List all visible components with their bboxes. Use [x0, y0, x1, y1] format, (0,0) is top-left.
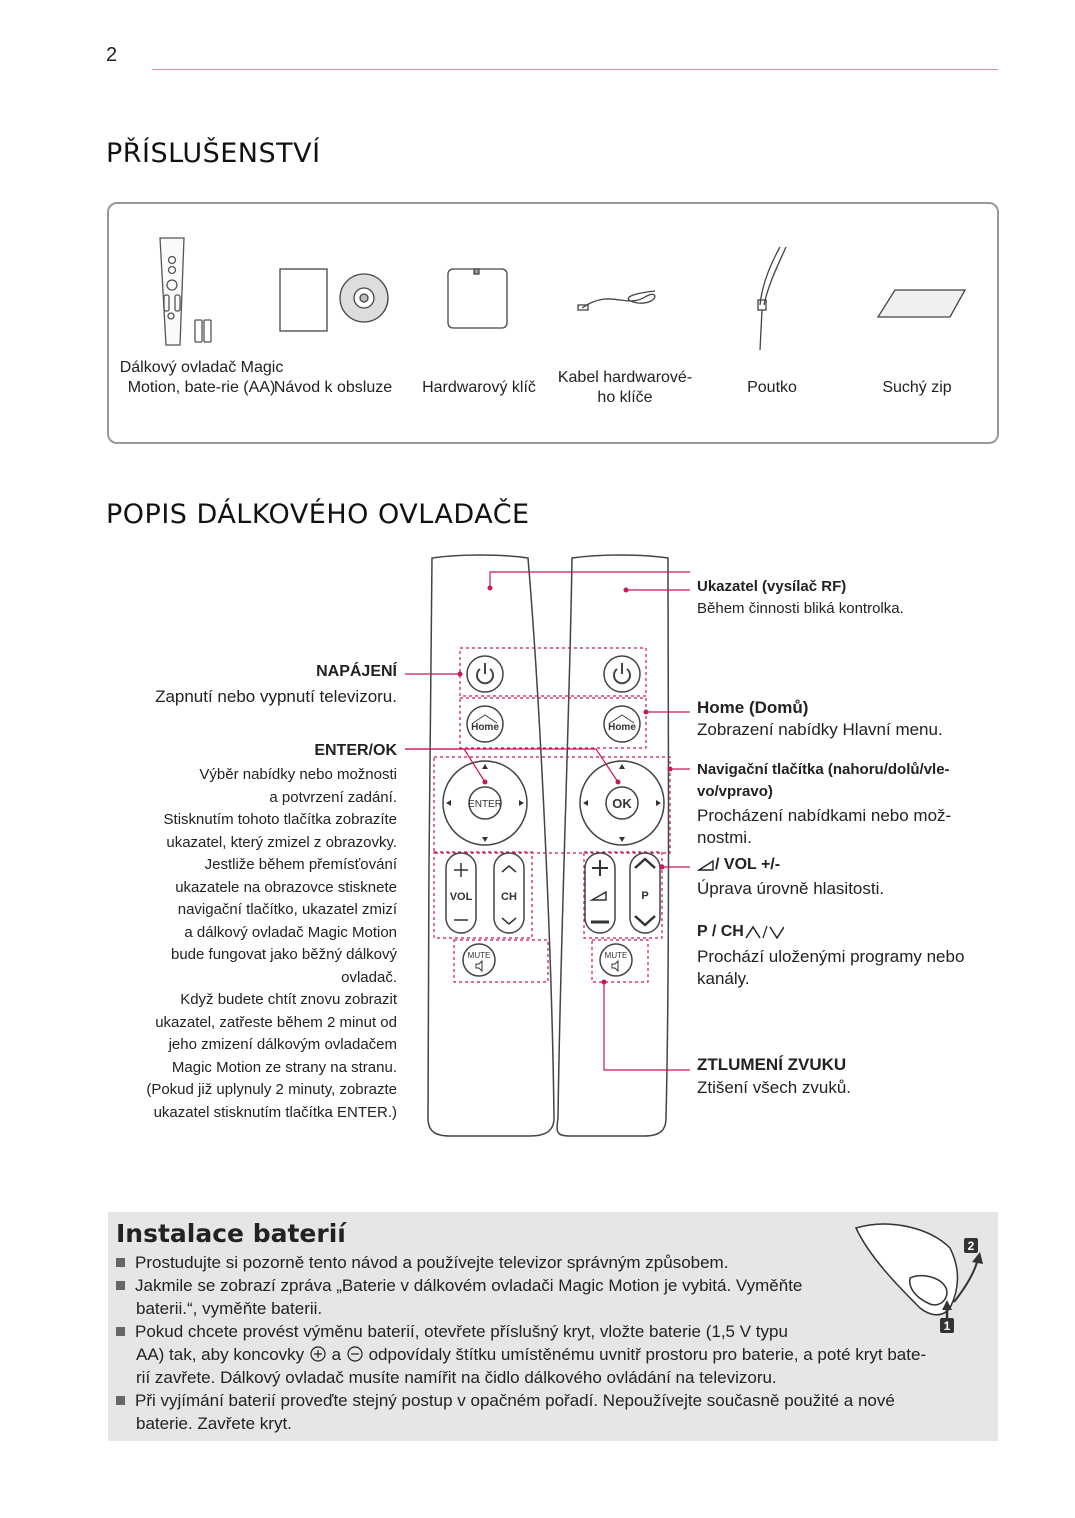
- accessories-title: PŘÍSLUŠENSTVÍ: [106, 138, 321, 169]
- pointer-callout-title: Ukazatel (vysílač RF): [697, 578, 847, 595]
- left-enter-label: ENTER: [468, 799, 502, 810]
- ch-callout-desc-1: Prochází uloženými programy nebo: [697, 947, 965, 966]
- cable-icon: [578, 291, 655, 310]
- nav-callout-desc-2: nostmi.: [697, 828, 752, 847]
- manual-cd-icon: [280, 269, 388, 331]
- install-bullet-2-cont: baterii.“, vyměňte baterii.: [136, 1299, 323, 1318]
- ch-callout-desc-2: kanály.: [697, 969, 750, 988]
- acc-label-manual: Návod k obsluze: [273, 379, 393, 396]
- enter-desc-line: ukazatel stisknutím tlačítka ENTER.): [153, 1103, 397, 1121]
- vol-callout-title-row: [697, 856, 780, 874]
- mute-callout-desc: Ztišení všech zvuků.: [697, 1078, 852, 1097]
- enter-desc-line: a potvrzení zadání.: [269, 788, 397, 806]
- right-ok-label: OK: [612, 796, 632, 811]
- power-callout-title: NAPÁJENÍ: [316, 663, 397, 680]
- remote-battery-icon: [160, 238, 211, 345]
- mute-callout-title: ZTLUMENÍ ZVUKU: [697, 1055, 847, 1074]
- enter-desc-line: jeho zmizení dálkovým ovladačem: [168, 1036, 397, 1053]
- up-down-chevron-icon: [744, 924, 784, 940]
- dongle-icon: [448, 269, 507, 328]
- step-2-label: 2: [967, 1239, 975, 1253]
- home-callout-title: Home (Domů): [697, 698, 809, 717]
- enter-desc-line: navigační tlačítko, ukazatel zmizí: [177, 901, 397, 918]
- plus-terminal-icon: [309, 1346, 327, 1362]
- power-callout-desc: Zapnutí nebo vypnutí televizoru.: [155, 687, 397, 706]
- ch-callout-title-row: [697, 923, 784, 941]
- left-remote-body: [428, 555, 554, 1136]
- strap-icon: [758, 247, 786, 350]
- enter-desc-line: Když budete chtít znovu zobrazit: [180, 991, 397, 1008]
- enter-desc-line: ukazatel, zatřeste během 2 minut od: [155, 1013, 397, 1031]
- volume-triangle-icon: [697, 858, 715, 872]
- enter-desc-line: Výběr nabídky nebo možnosti: [199, 766, 397, 783]
- battery-cover-illustration: [850, 1218, 990, 1338]
- enter-callout-title: ENTER/OK: [314, 742, 397, 759]
- install-bullet-2: Jakmile se zobrazí zpráva „Baterie v dálkovém ovladači Magic Motion je vybitá. Vyměňte: [116, 1275, 802, 1298]
- remote-diagram: [400, 550, 690, 1140]
- enter-desc-line: ukazatele na obrazovce stisknete: [175, 878, 397, 896]
- nav-callout-desc-1: Procházení nabídkami nebo mož-: [697, 806, 952, 825]
- install-bullet-3: Pokud chcete provést výměnu baterií, otevřete příslušný kryt, vložte baterie (1,5 V typu: [116, 1321, 788, 1344]
- minus-terminal-icon: [346, 1346, 364, 1362]
- install-bullet-1: Prostudujte si pozorně tento návod a používejte televizor správným způsobem.: [116, 1252, 728, 1275]
- vol-callout-desc: Úprava úrovně hlasitosti.: [697, 879, 885, 898]
- home-callout-desc: Zobrazení nabídky Hlavní menu.: [697, 720, 943, 739]
- accessories-illustrations: [110, 225, 990, 360]
- enter-desc-line: Stisknutím tohoto tlačítka zobrazíte: [163, 811, 397, 828]
- enter-desc-line: Jestliže během přemísťování: [204, 856, 397, 873]
- left-home-label: Home: [471, 722, 499, 733]
- left-ch-label: CH: [501, 891, 517, 903]
- vol-callout-title: / VOL +/-: [715, 856, 781, 873]
- acc-label-velcro: Suchý zip: [882, 379, 952, 396]
- left-mute-label: MUTE: [467, 951, 491, 960]
- remote-title: POPIS DÁLKOVÉHO OVLADAČE: [106, 499, 530, 530]
- header-rule: [152, 69, 998, 70]
- acc-label-strap: Poutko: [747, 379, 797, 396]
- page-number: 2: [106, 44, 118, 66]
- enter-desc-line: Magic Motion ze strany na stranu.: [171, 1058, 397, 1076]
- install-bullet-4-cont: baterie. Zavřete kryt.: [136, 1414, 292, 1433]
- right-mute-label: MUTE: [604, 951, 628, 960]
- right-home-label: Home: [608, 722, 636, 733]
- nav-callout-title-1: Navigační tlačítka (nahoru/dolů/vle-: [697, 761, 950, 778]
- pointer-callout-desc: Během činnosti bliká kontrolka.: [697, 600, 904, 617]
- enter-desc-line: bude fungovat jako běžný dálkový: [171, 946, 397, 963]
- ch-callout-title: P / CH: [697, 923, 744, 940]
- acc-label-cable: Kabel hardwarové-ho klíče: [557, 369, 693, 406]
- right-p-label: P: [641, 890, 649, 902]
- enter-callout-desc: [100, 764, 397, 1124]
- enter-desc-line: ovladač.: [341, 968, 397, 986]
- install-bullet-3-cont: AA) tak, aby koncovky a odpovídaly štítku umístěnému uvnitř prostoru pro baterie, a poté kryt bate-: [136, 1345, 927, 1364]
- install-bullet-4: Při vyjímání baterií proveďte stejný postup v opačném pořadí. Nepoužívejte současně použité a nové: [116, 1390, 895, 1413]
- nav-callout-title-2: vo/vpravo): [697, 783, 773, 800]
- acc-label-dongle: Hardwarový klíč: [422, 379, 536, 396]
- left-vol-label: VOL: [449, 891, 473, 903]
- velcro-icon: [878, 290, 965, 317]
- acc-label-remote: Dálkový ovladač Magic Motion, bate-rie (AA): [119, 359, 284, 396]
- install-bullet-3-cont2: rií zavřete. Dálkový ovladač musíte namířit na čidlo dálkového ovládání na televizoru.: [136, 1368, 777, 1387]
- install-title: Instalace baterií: [116, 1219, 346, 1248]
- enter-desc-line: (Pokud již uplynuly 2 minuty, zobrazte: [146, 1081, 397, 1098]
- enter-desc-line: a dálkový ovladač Magic Motion: [184, 923, 397, 941]
- right-remote-body: [557, 555, 668, 1136]
- step-1-label: 1: [943, 1319, 951, 1333]
- enter-desc-line: ukazatel, který zmizel z obrazovky.: [166, 833, 397, 851]
